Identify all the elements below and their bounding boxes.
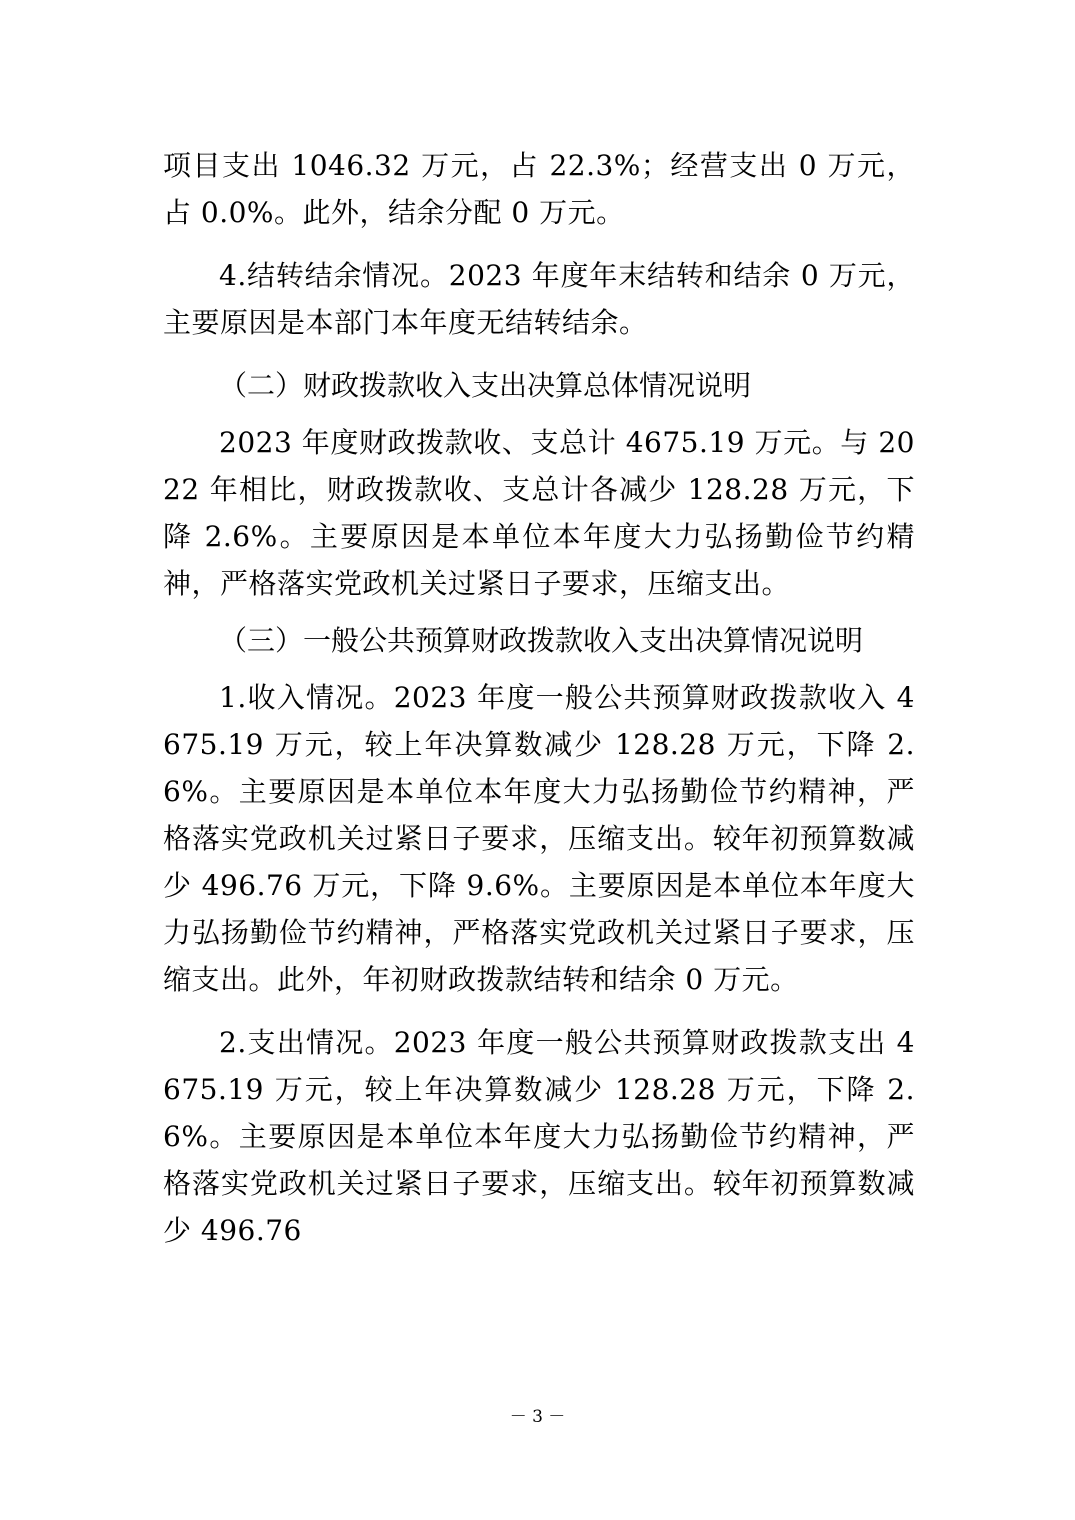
paragraph-fiscal-overall: 2023 年度财政拨款收、支总计 4675.19 万元。与 2022 年相比，财政拨款收、支总计各减少 128.28 万元，下降 2.6%。主要原因是本单位本年度大力弘扬勤俭节约精神，严格落实党政机关过紧日子要求，压缩支出。: [163, 426, 915, 600]
document-body: [163, 142, 915, 1254]
paragraph-expenditure: 2.支出情况。2023 年度一般公共预算财政拨款支出 4675.19 万元，较上年决算数减少 128.28 万元，下降 2.6%。主要原因是本单位本年度大力弘扬勤俭节约精神，严格落实党政机关过紧日子要求，压缩支出。较年初预算数减少 496.76: [163, 1026, 915, 1247]
paragraph-carryover-balance: 4.结转结余情况。2023 年度年末结转和结余 0 万元，主要原因是本部门本年度无结转结余。: [163, 259, 915, 339]
section-heading-fiscal-overall: （二）财政拨款收入支出决算总体情况说明: [219, 369, 752, 402]
paragraph-expenditure-continued: 项目支出 1046.32 万元，占 22.3%；经营支出 0 万元，占 0.0%。此外，结余分配 0 万元。: [163, 149, 915, 229]
page-number: － 3 －: [509, 1407, 566, 1427]
section-heading-general-budget: （三）一般公共预算财政拨款收入支出决算情况说明: [219, 624, 864, 657]
paragraph-income: 1.收入情况。2023 年度一般公共预算财政拨款收入 4675.19 万元，较上年决算数减少 128.28 万元，下降 2.6%。主要原因是本单位本年度大力弘扬勤俭节约精神，严格落实党政机关过紧日子要求，压缩支出。较年初预算数减少 496.76 万元，下降 9.6%。主要原因是本单位本年度大力弘扬勤俭节约精神，严格落实党政机关过紧日子要求，压缩支出。此外，年初财政拨款结转和结余 0 万元。: [163, 681, 915, 996]
